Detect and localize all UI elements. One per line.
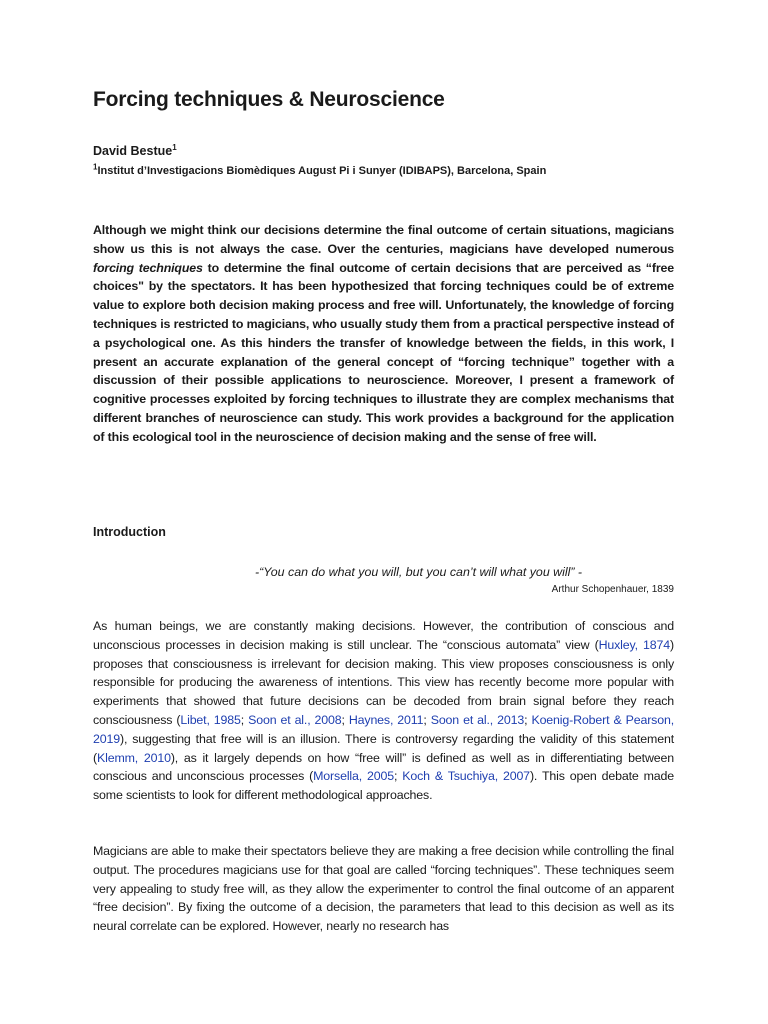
citation-link[interactable]: Huxley, 1874: [598, 637, 671, 652]
separator: ;: [393, 769, 403, 784]
paragraph-text: ), as it largely depends on how “free will” is defined as well as in differentiating between conscious and unconscious processes (: [93, 750, 674, 784]
citation-link[interactable]: Libet, 1985: [180, 712, 241, 727]
citation-link[interactable]: Koenig-Robert & Pearson, 2019: [93, 712, 674, 746]
citation-link[interactable]: Haynes, 2011: [348, 712, 424, 727]
citation-link[interactable]: Koch & Tsuchiya, 2007: [402, 769, 530, 784]
abstract-text: to determine the final outcome of certain decisions that are perceived as “free choices" by the spectators. It has been hypothesized that forcing techniques could be of extreme value to explore both decision making process and free will. Unfortunately, the knowledge of forcing techniques is restricted to magicians, who usually study them from a practical perspective instead of a psychological one. As this hinders the transfer of knowledge between the fields, in this work, I present an accurate explanation of the general concept of “forcing technique” together with a discussion of their possible applications to neuroscience. Moreover, I present a framework of cognitive processes exploited by forcing techniques to illustrate they are complex mechanisms that different branches of neuroscience can study. This work provides a background for the application of this ecological tool in the neuroscience of decision making and the sense of free will.: [93, 260, 674, 444]
citation-link[interactable]: Klemm, 2010: [96, 750, 171, 765]
paragraph-text: ), suggesting that free will is an illusion. There is controversy regarding the validity of this statement (: [93, 731, 674, 765]
paragraph-text: ) proposes that consciousness is irrelevant for decision making. This view proposes consciousness is only responsible for producing the awareness of intentions. This view has recently become more popular with experiments that showed that future decisions can be decoded from brain signal before they reach consciousness (: [93, 637, 674, 727]
section-heading-introduction: Introduction: [93, 525, 166, 539]
separator: ;: [524, 712, 532, 727]
intro-paragraph-1: [93, 617, 674, 805]
citation-link[interactable]: Soon et al., 2008: [248, 712, 342, 727]
affiliation-text: Institut d’Investigacions Biomèdiques August Pi i Sunyer (IDIBAPS), Barcelona, Spain: [97, 165, 547, 177]
affiliation-line: [93, 162, 547, 177]
paper-title: Forcing techniques & Neuroscience: [93, 88, 445, 111]
author-name: David Bestue: [93, 144, 173, 158]
intro-paragraph-2: Magicians are able to make their spectators believe they are making a free decision while controlling the final output. The procedures magicians use for that goal are called “forcing techniques”. These techniques seem very appealing to study free will, as they allow the experimenter to control the final outcome of an apparent “free decision”. By fixing the outcome of a decision, the parameters that lead to this decision as well as its neural correlate can be explored. However, nearly no research has: [93, 844, 674, 934]
paragraph-text: ). This open debate made some scientists to look for different methodological approaches.: [93, 769, 674, 803]
citation-link[interactable]: Soon et al., 2013: [430, 712, 525, 727]
affiliation-superscript: 1: [93, 162, 98, 172]
separator: ;: [341, 712, 349, 727]
author-line: [93, 144, 177, 158]
paragraph-text: As human beings, we are constantly making decisions. However, the contribution of conscious and unconscious processes in decision making is still unclear. The “conscious automata” view (: [93, 619, 674, 652]
epigraph-source: Arthur Schopenhauer, 1839: [551, 584, 674, 595]
abstract: [93, 221, 674, 447]
abstract-italic-term: forcing techniques: [93, 260, 203, 275]
separator: ;: [240, 712, 249, 727]
abstract-text: Although we might think our decisions determine the final outcome of certain situations, magicians show us this is not always the case. Over the centuries, magicians have developed numerous: [93, 223, 674, 256]
epigraph-quote: -“You can do what you will, but you can’t will what you will” -: [254, 565, 583, 579]
author-superscript: 1: [172, 142, 177, 152]
separator: ;: [423, 712, 431, 727]
citation-link[interactable]: Morsella, 2005: [313, 769, 394, 784]
